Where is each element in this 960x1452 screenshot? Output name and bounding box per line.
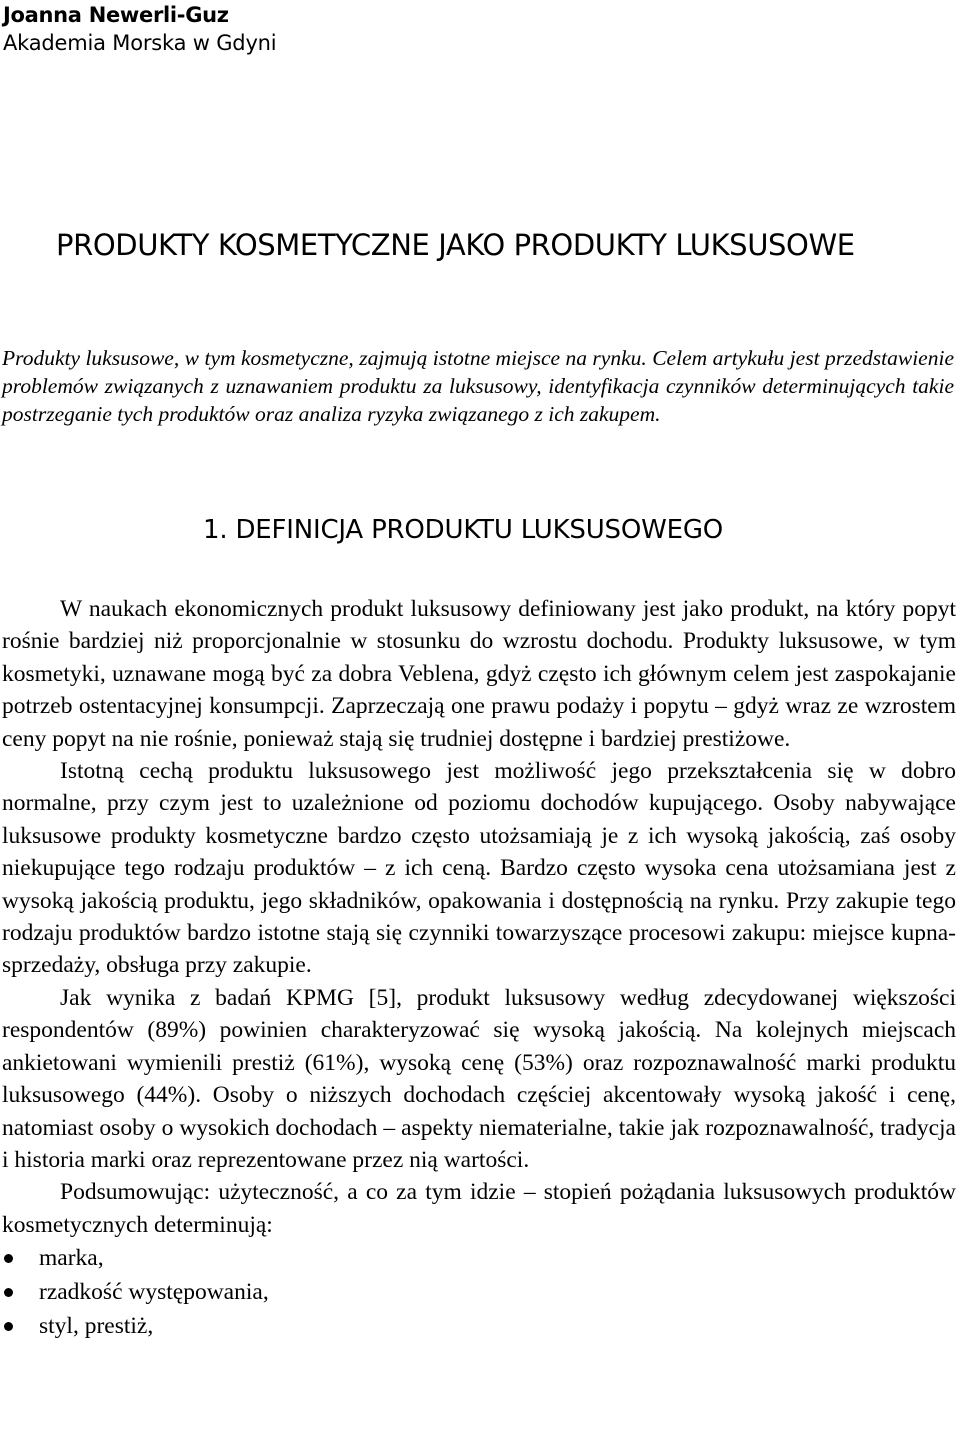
bullet-icon (4, 1254, 13, 1263)
article-title: PRODUKTY KOSMETYCZNE JAKO PRODUKTY LUKSUSOWE (56, 228, 855, 262)
body-paragraph: Jak wynika z badań KPMG [5], produkt luksusowy według zdecydowanej większości respondentów (89%) powinien charakteryzować się wysoką jakością. Na kolejnych miejscach ankietowani wymienili prestiż (61%), wysoką cenę (53%) oraz rozpoznawalność marki produktu luksusowego (44%). Osoby o niższych dochodach częściej akcentowały wysoką jakość i cenę, natomiast osoby o wysokich dochodach – aspekty niematerialne, takie jak rozpoznawalność, tradycja i historia marki oraz reprezentowane przez nią wartości. (2, 984, 956, 1173)
section-heading: 1. DEFINICJA PRODUKTU LUKSUSOWEGO (203, 515, 724, 545)
bullet-list (2, 1241, 956, 1343)
author-affiliation: Akademia Morska w Gdyni (3, 31, 277, 55)
list-item-text: styl, prestiż, (39, 1313, 154, 1340)
list-item (2, 1241, 956, 1275)
body-paragraph: W naukach ekonomicznych produkt luksusowy definiowany jest jako produkt, na który popyt rośnie bardziej niż proporcjonalnie w stosunku do wzrostu dochodu. Produkty luksusowe, w tym kosmetyki, uznawane mogą być za dobra Veblena, gdyż często ich głównym celem jest zaspokajanie potrzeb ostentacyjnej konsumpcji. Zaprzeczają one prawu podaży i popytu – gdyż wraz ze wzrostem ceny popyt na nie rośnie, ponieważ stają się trudniej dostępne i bardziej prestiżowe. (2, 596, 956, 752)
list-item (2, 1309, 956, 1343)
author-name: Joanna Newerli-Guz (3, 3, 229, 27)
bullet-icon (4, 1288, 13, 1297)
section-body (2, 593, 956, 1343)
bullet-icon (4, 1322, 13, 1331)
abstract: Produkty luksusowe, w tym kosmetyczne, zajmują istotne miejsce na rynku. Celem artykułu jest przedstawienie problemów związanych z uznawaniem produktu za luksusowy, identyfikacja czynników determinujących takie postrzeganie tych produktów oraz analiza ryzyka związanego z ich zakupem. (2, 346, 954, 426)
list-item (2, 1275, 956, 1309)
body-paragraph: Podsumowując: użyteczność, a co za tym idzie – stopień pożądania luksusowych produktów kosmetycznych determinują: (2, 1179, 956, 1238)
list-item-text: rzadkość występowania, (39, 1279, 269, 1306)
body-paragraph: Istotną cechą produktu luksusowego jest możliwość jego przekształcenia się w dobro normalne, przy czym jest to uzależnione od poziomu dochodów kupującego. Osoby nabywające luksusowe produkty kosmetyczne bardzo często utożsamiają je z ich wysoką jakością, zaś osoby niekupujące tego rodzaju produktów – z ich ceną. Bardzo często wysoka cena utożsamiana jest z wysoką jakością produktu, jego składników, opakowania i dostępnością na rynku. Przy zakupie tego rodzaju produktów bardzo istotne stają się czynniki towarzyszące procesowi zakupu: miejsce kupna-sprzedaży, obsługa przy zakupie. (2, 758, 956, 979)
list-item-text: marka, (39, 1245, 104, 1272)
